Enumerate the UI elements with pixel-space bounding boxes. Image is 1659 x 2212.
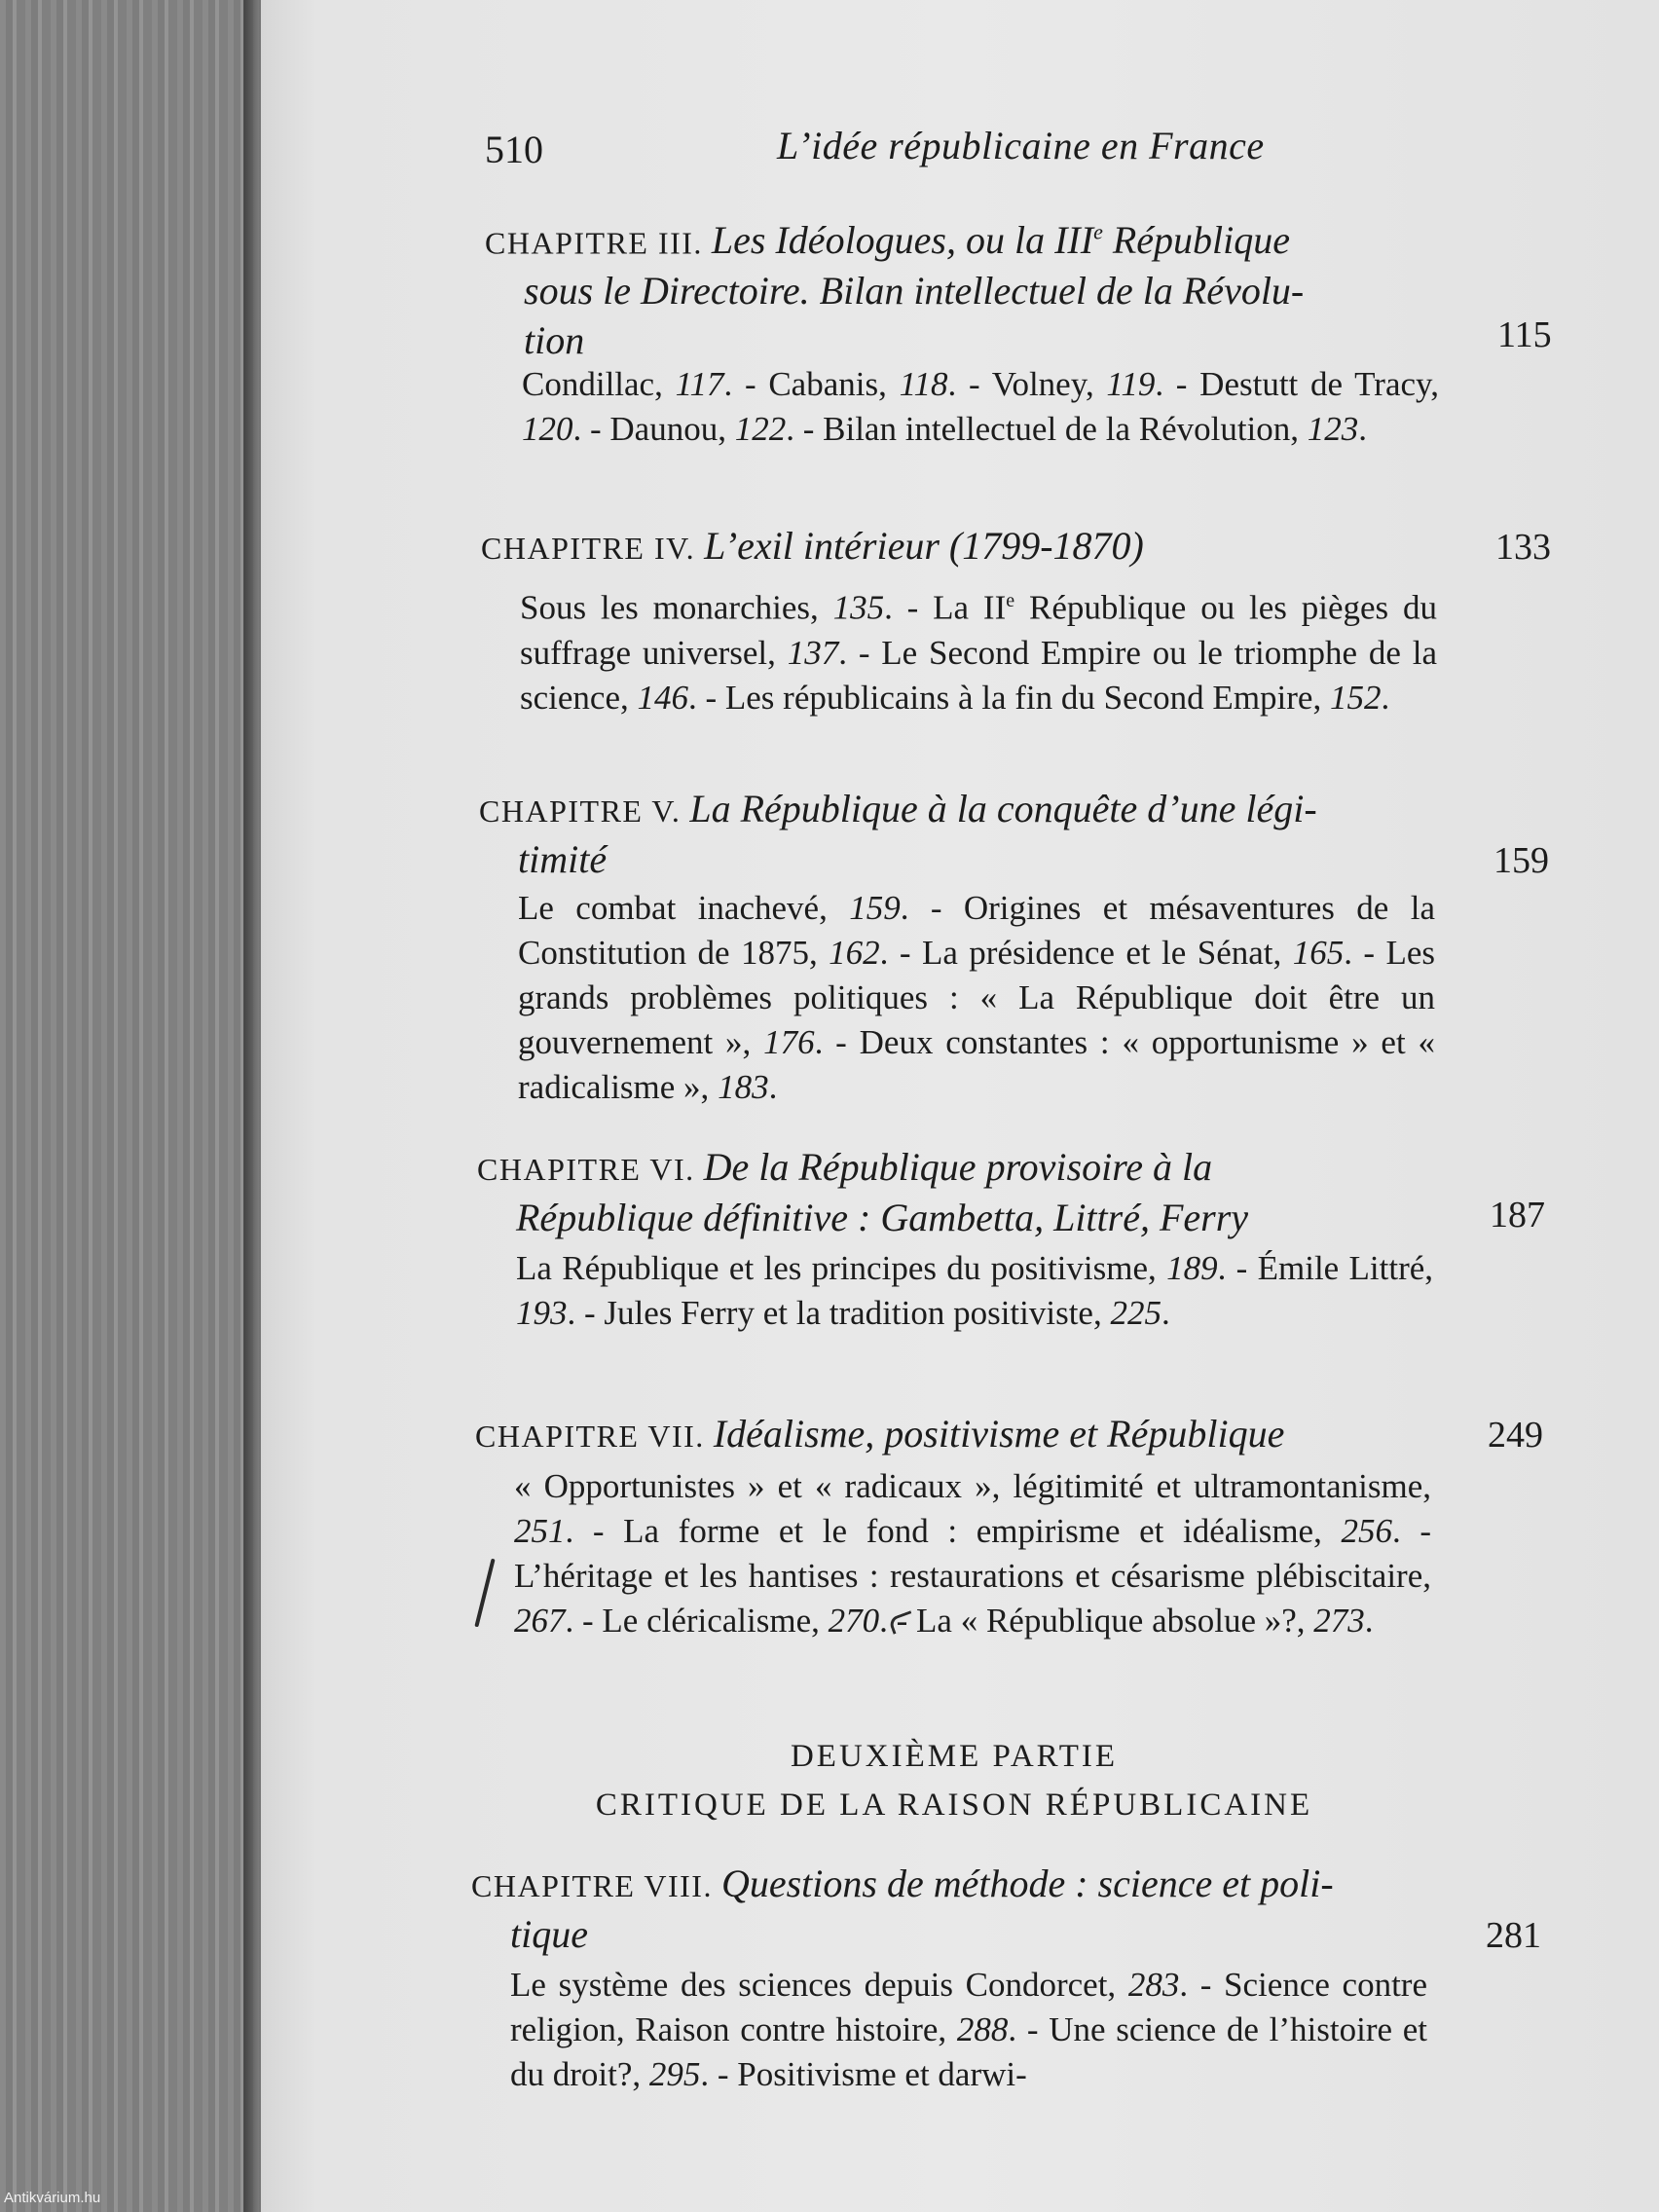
chapter-heading: CHAPITRE VI. De la République provisoire à la République définitive : Gambetta, Littré, Ferry [477,1145,1249,1239]
chapter-heading: CHAPITRE IV. L’exil intérieur (1799-1870) [481,524,1144,568]
chapter-summary: La République et les principes du positivisme, 189. - Émile Littré, 193. - Jules Ferry et la tradition positiviste, 225. [516,1249,1434,1332]
part-heading: DEUXIÈME PARTIE [790,1739,1119,1774]
chapter-page-number: 249 [1488,1415,1543,1456]
chapter-page-number: 115 [1497,314,1552,355]
chapter-summary: Le combat inachevé, 159. - Origines et mésaventures de la Constitution de 1875, 162. - La présidence et le Sénat, 165. - Les grands problèmes politiques : « La République doit être un gouvernement », 176. - Deux constantes : « opportunisme » et « radicalisme », 183. [518,889,1435,1106]
chapter-heading: CHAPITRE V. La République à la conquête d’une légi- timité [479,787,1317,881]
part-subheading: CRITIQUE DE LA RAISON RÉPUBLICAINE [595,1788,1313,1823]
chapter-summary: Le système des sciences depuis Condorcet, 283. - Science contre religion, Raison contre histoire, 288. - Une science de l’histoire et du droit?, 295. - Positivisme et darwi- [510,1966,1427,2093]
watermark: Antikvárium.hu [4,2190,101,2206]
page-number: 510 [485,128,543,171]
background-surface [0,0,261,2212]
chapter-page-number: 133 [1495,527,1551,568]
chapter-page-number: 187 [1490,1195,1545,1235]
chapter-page-number: 159 [1493,840,1549,881]
chapter-heading: CHAPITRE VIII. Questions de méthode : science et poli- tique [471,1862,1334,1956]
chapter-page-number: 281 [1486,1915,1541,1956]
chapter-heading: CHAPITRE III. Les Idéologues, ou la IIIe République sous le Directoire. Bilan intellectuel de la Révolu- tion [485,218,1305,363]
chapter-heading: CHAPITRE VII. Idéalisme, positivisme et République [475,1412,1285,1456]
chapter-summary: Condillac, 117. - Cabanis, 118. - Volney, 119. - Destutt de Tracy, 120. - Daunou, 122. - Bilan intellectuel de la Révolution, 123. [522,365,1439,448]
chapter-summary: Sous les monarchies, 135. - La IIe République ou les pièges du suffrage universel, 137. - Le Second Empire ou le triomphe de la science, 146. - Les républicains à la fin du Second Empire, 152. [520,588,1438,717]
running-title: L’idée républicaine en France [777,124,1265,167]
chapter-summary: « Opportunistes » et « radicaux », légitimité et ultramontanisme, 251. - La forme et le fond : empirisme et idéalisme, 256. - L’héritage et les hantises : restaurations et césarisme plébiscitaire, 267. - Le cléricalisme, 270. - La « République absolue »?, 273. [514,1467,1431,1640]
